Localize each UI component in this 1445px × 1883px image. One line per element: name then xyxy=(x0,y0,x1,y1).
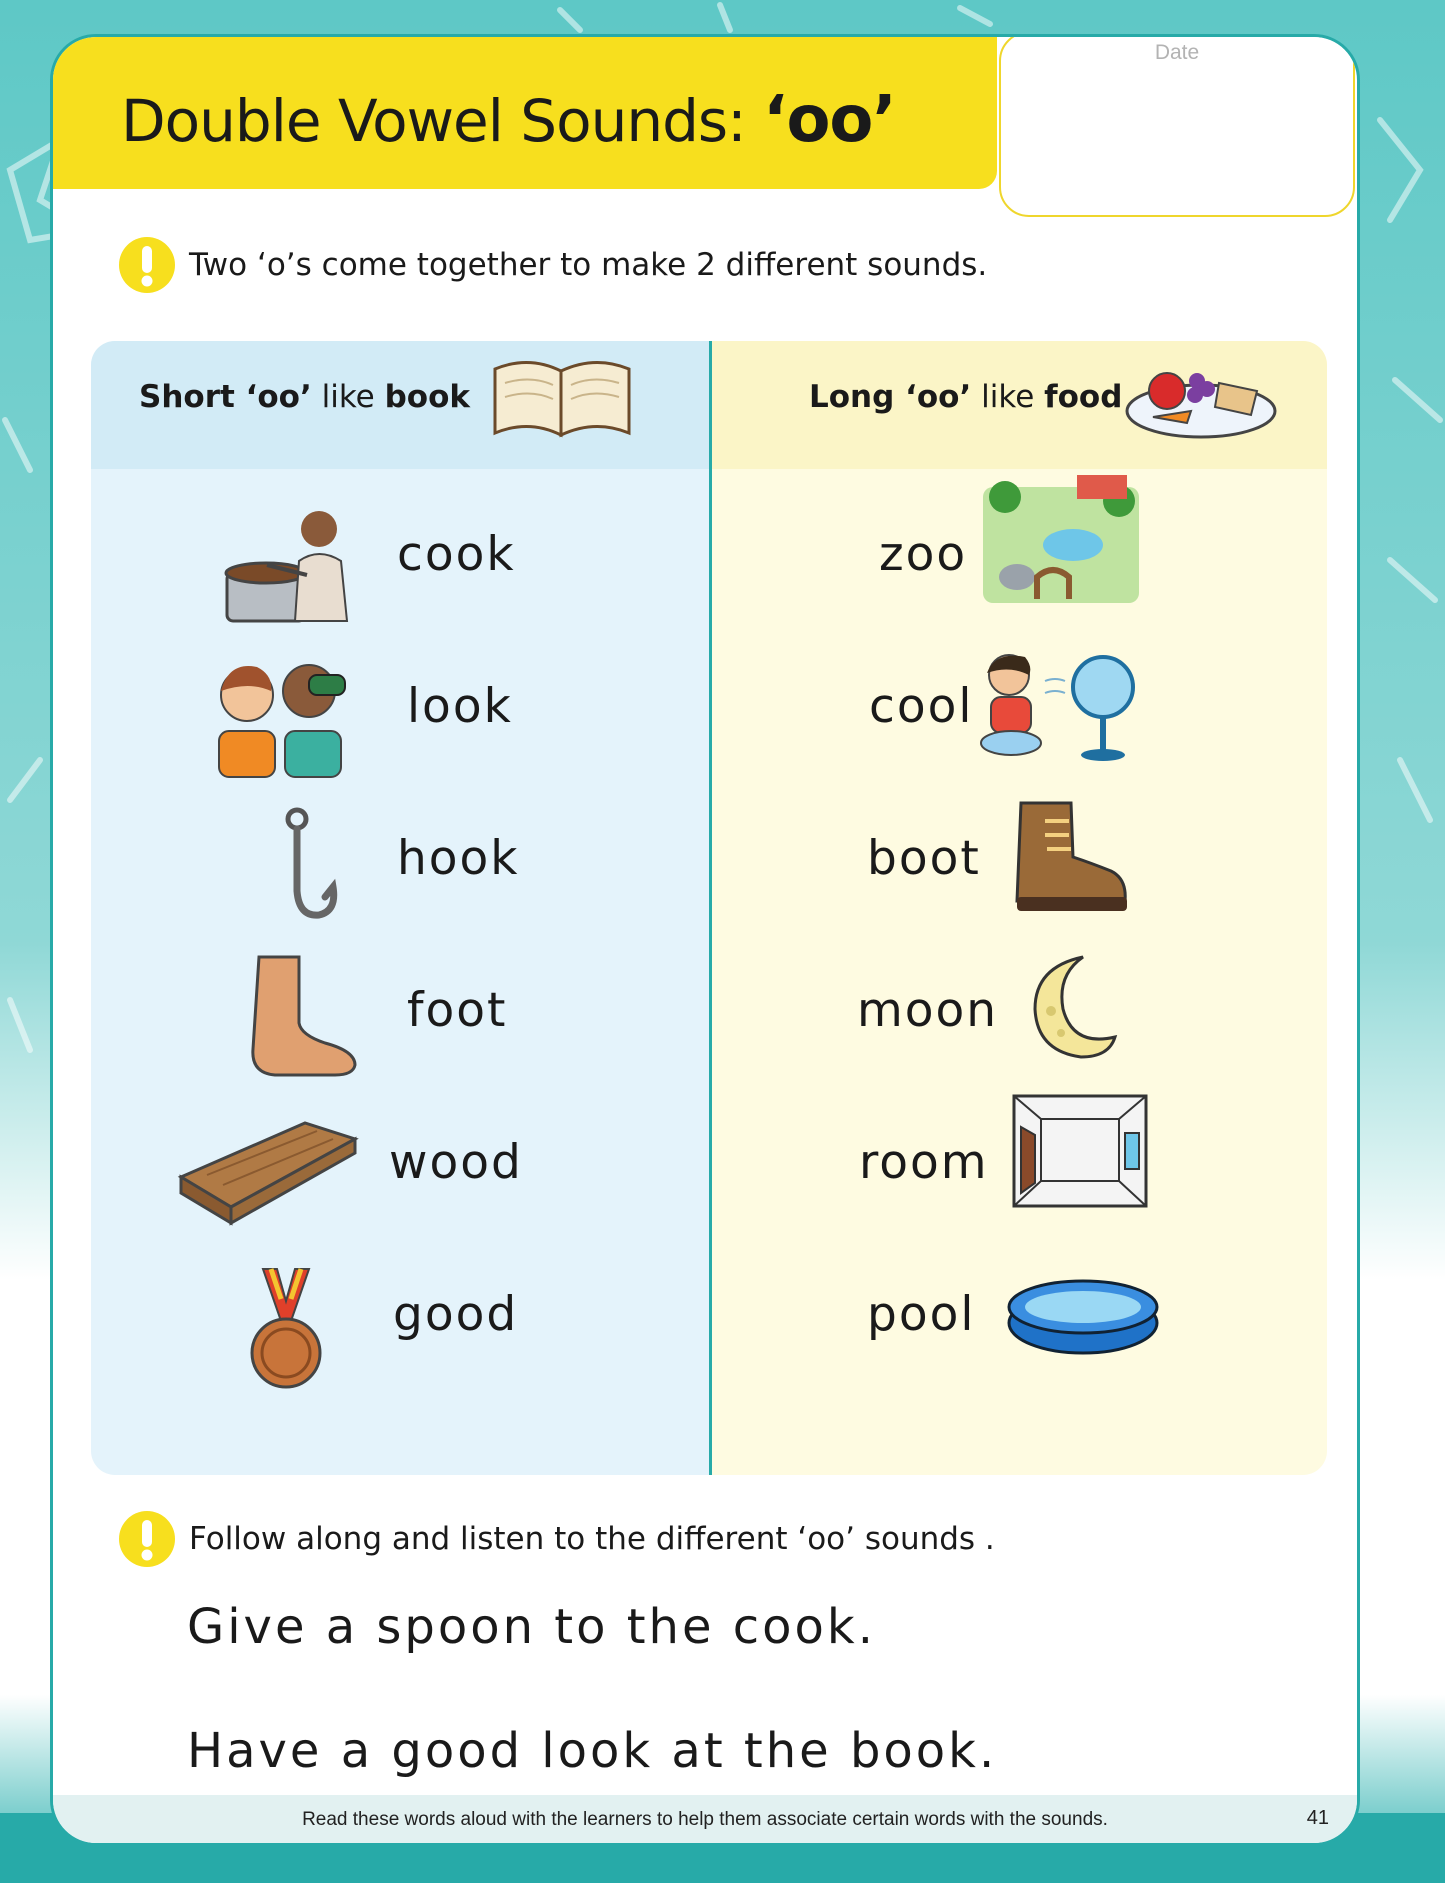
word-hook: hook xyxy=(397,831,520,886)
list-item xyxy=(711,947,1327,1097)
worksheet-card xyxy=(50,34,1360,1846)
word-pool: pool xyxy=(867,1287,976,1342)
list-item xyxy=(711,491,1327,641)
wood-plank-icon xyxy=(177,1119,359,1231)
footer xyxy=(53,1795,1357,1846)
footer-note: Read these words aloud with the learners to help them associate certain words with the sounds. xyxy=(302,1809,1108,1830)
look-icon xyxy=(199,651,359,781)
cool-fan-icon xyxy=(975,647,1143,767)
instruction-text-2: Follow along and listen to the different ‘oo’ sounds . xyxy=(189,1521,995,1557)
list-item xyxy=(91,1251,711,1401)
title-highlight: ‘oo’ xyxy=(763,83,896,157)
pool-icon xyxy=(1005,1277,1161,1357)
list-item xyxy=(711,1251,1327,1401)
word-zoo: zoo xyxy=(879,527,968,582)
oo-sound-table xyxy=(91,341,1327,1475)
page-title xyxy=(121,83,896,157)
long-oo-heading: Long ‘oo’ like food xyxy=(809,379,1123,415)
date-field[interactable] xyxy=(999,34,1355,217)
title-prefix: Double Vowel Sounds: xyxy=(121,87,764,155)
book-icon xyxy=(489,349,635,441)
sentence-1: Give a spoon to the cook. xyxy=(187,1599,876,1655)
room-icon xyxy=(1011,1093,1149,1209)
short-oo-heading: Short ‘oo’ like book xyxy=(139,379,471,415)
instruction-note-1 xyxy=(119,237,987,293)
long-oo-header xyxy=(711,341,1327,469)
word-cool: cool xyxy=(869,679,974,734)
zoo-icon xyxy=(977,467,1147,613)
word-room: room xyxy=(859,1135,989,1190)
exclamation-icon xyxy=(119,237,175,293)
list-item xyxy=(711,643,1327,793)
word-wood: wood xyxy=(389,1135,523,1190)
page-number: 41 xyxy=(1306,1807,1329,1829)
list-item xyxy=(91,491,711,641)
title-banner xyxy=(53,37,997,189)
word-foot: foot xyxy=(407,983,508,1038)
list-item xyxy=(711,1099,1327,1249)
word-look: look xyxy=(407,679,513,734)
list-item xyxy=(711,795,1327,945)
hook-icon xyxy=(277,805,347,927)
cook-icon xyxy=(219,501,359,633)
instruction-note-2 xyxy=(119,1511,995,1567)
sentence-2: Have a good look at the book. xyxy=(187,1723,998,1779)
boot-icon xyxy=(1011,797,1131,917)
long-oo-column xyxy=(711,341,1327,1475)
word-moon: moon xyxy=(857,983,999,1038)
short-oo-column xyxy=(91,341,711,1475)
word-boot: boot xyxy=(867,831,981,886)
list-item xyxy=(91,643,711,793)
foot-icon xyxy=(245,953,361,1079)
word-cook: cook xyxy=(397,527,516,582)
food-plate-icon xyxy=(1123,351,1279,447)
date-label: Date xyxy=(1154,41,1200,64)
word-good: good xyxy=(393,1287,519,1342)
short-oo-header xyxy=(91,341,711,469)
instruction-text-1: Two ‘o’s come together to make 2 different sounds. xyxy=(189,247,988,283)
list-item xyxy=(91,947,711,1097)
list-item xyxy=(91,795,711,945)
column-divider xyxy=(709,341,712,1475)
medal-icon xyxy=(241,1265,331,1395)
exclamation-icon xyxy=(119,1511,175,1567)
list-item xyxy=(91,1099,711,1249)
moon-icon xyxy=(1021,953,1121,1061)
